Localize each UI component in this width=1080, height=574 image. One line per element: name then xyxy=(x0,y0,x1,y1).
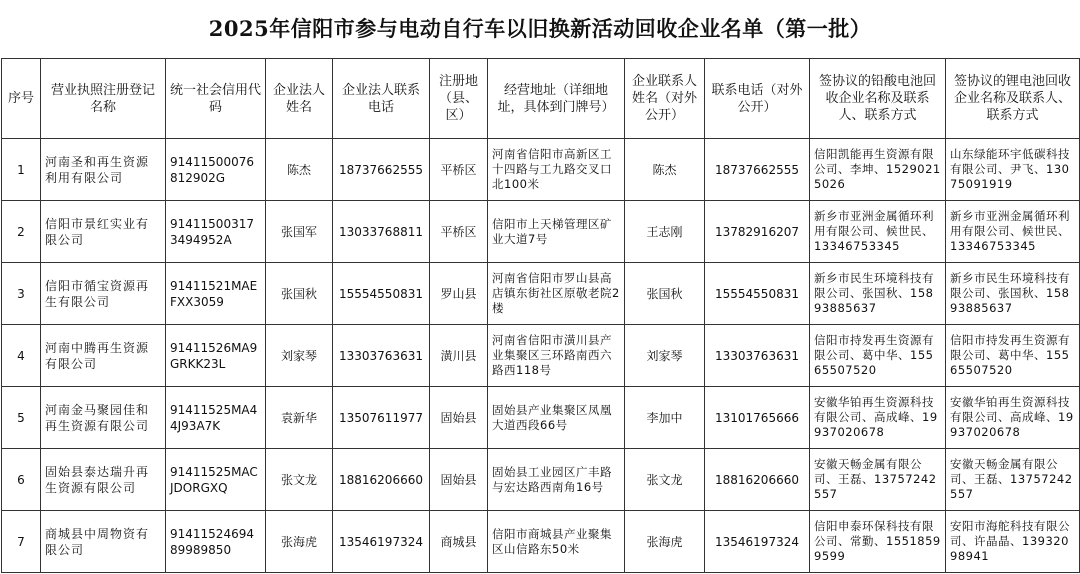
cell-legal: 张国军 xyxy=(266,201,333,263)
cell-legal: 袁新华 xyxy=(266,387,333,449)
cell-district: 潢川县 xyxy=(430,325,488,387)
cell-address: 固始县工业园区广丰路与宏达路西南角16号 xyxy=(488,449,625,511)
cell-contact-phone: 13546197324 xyxy=(705,511,810,573)
cell-no: 7 xyxy=(2,511,41,573)
company-table xyxy=(1,58,1080,573)
cell-address: 信阳市商城县产业聚集区山信路东50米 xyxy=(488,511,625,573)
cell-lithium: 新乡市民生环境科技有限公司、张国秋、15893885637 xyxy=(946,263,1080,325)
cell-contact-phone: 13782916207 xyxy=(705,201,810,263)
cell-code: 914115003173494952A xyxy=(166,201,266,263)
cell-code: 91411500076812902G xyxy=(166,139,266,201)
cell-legal-phone: 18816206660 xyxy=(333,449,430,511)
cell-no: 2 xyxy=(2,201,41,263)
cell-lithium: 山东绿能环宇低碳科技有限公司、尹飞、13075091919 xyxy=(946,139,1080,201)
cell-code: 91411525MACJDORGXQ xyxy=(166,449,266,511)
cell-name: 河南中腾再生资源有限公司 xyxy=(41,325,166,387)
cell-lithium: 新乡市亚洲金属循环利用有限公司、候世民、13346753345 xyxy=(946,201,1080,263)
cell-contact-phone: 13101765666 xyxy=(705,387,810,449)
cell-contact: 张文龙 xyxy=(625,449,705,511)
cell-legal: 张国秋 xyxy=(266,263,333,325)
cell-contact: 陈杰 xyxy=(625,139,705,201)
cell-district: 商城县 xyxy=(430,511,488,573)
cell-contact: 张国秋 xyxy=(625,263,705,325)
cell-no: 1 xyxy=(2,139,41,201)
cell-lithium: 安阳市海舵科技有限公司、许晶晶、13932098941 xyxy=(946,511,1080,573)
cell-contact-phone: 15554550831 xyxy=(705,263,810,325)
cell-name: 商城县中周物资有限公司 xyxy=(41,511,166,573)
cell-name: 河南金马聚园佳和再生资源有限公司 xyxy=(41,387,166,449)
cell-district: 固始县 xyxy=(430,387,488,449)
header-legal: 企业法人姓名 xyxy=(266,59,333,139)
cell-district: 罗山县 xyxy=(430,263,488,325)
cell-code: 91411521MAEFXX3059 xyxy=(166,263,266,325)
table-header-row xyxy=(2,59,1080,139)
header-no: 序号 xyxy=(2,59,41,139)
cell-lead-acid: 信阳凯能再生资源有限公司、李坤、15290215026 xyxy=(810,139,946,201)
cell-lithium: 安徽华铂再生资源科技有限公司、高成峰、19937020678 xyxy=(946,387,1080,449)
cell-address: 河南省信阳市罗山县高店镇东街社区原敬老院2楼 xyxy=(488,263,625,325)
header-code: 统一社会信用代码 xyxy=(166,59,266,139)
header-lithium: 签协议的锂电池回收企业名称及联系人、联系方式 xyxy=(946,59,1080,139)
cell-name: 信阳市景红实业有限公司 xyxy=(41,201,166,263)
cell-legal-phone: 13507611977 xyxy=(333,387,430,449)
cell-no: 5 xyxy=(2,387,41,449)
header-district: 注册地（县、区） xyxy=(430,59,488,139)
cell-address: 河南省信阳市潢川县产业集聚区三环路南西六路西118号 xyxy=(488,325,625,387)
cell-no: 3 xyxy=(2,263,41,325)
cell-code: 91411526MA9GRKK23L xyxy=(166,325,266,387)
cell-lead-acid: 信阳申泰环保科技有限公司、常勤、15518599599 xyxy=(810,511,946,573)
cell-contact-phone: 13303763631 xyxy=(705,325,810,387)
cell-contact: 王志刚 xyxy=(625,201,705,263)
header-contact: 企业联系人姓名（对外公开） xyxy=(625,59,705,139)
page-title: 2025年信阳市参与电动自行车以旧换新活动回收企业名单（第一批） xyxy=(208,16,872,41)
cell-legal: 张文龙 xyxy=(266,449,333,511)
cell-no: 4 xyxy=(2,325,41,387)
cell-legal-phone: 18737662555 xyxy=(333,139,430,201)
cell-district: 固始县 xyxy=(430,449,488,511)
cell-no: 6 xyxy=(2,449,41,511)
header-contact-phone: 联系电话（对外公开） xyxy=(705,59,810,139)
cell-legal-phone: 15554550831 xyxy=(333,263,430,325)
table-row xyxy=(2,263,1080,325)
cell-legal-phone: 13033768811 xyxy=(333,201,430,263)
cell-contact: 李加中 xyxy=(625,387,705,449)
cell-code: 91411525MA44J93A7K xyxy=(166,387,266,449)
cell-legal: 陈杰 xyxy=(266,139,333,201)
cell-lead-acid: 安徽华铂再生资源科技有限公司、高成峰、19937020678 xyxy=(810,387,946,449)
table-row xyxy=(2,201,1080,263)
cell-name: 信阳市循宝资源再生有限公司 xyxy=(41,263,166,325)
table-row xyxy=(2,325,1080,387)
cell-district: 平桥区 xyxy=(430,201,488,263)
cell-lithium: 安徽天畅金属有限公司、王磊、13757242557 xyxy=(946,449,1080,511)
cell-legal: 张海虎 xyxy=(266,511,333,573)
cell-address: 河南省信阳市高新区工十四路与工九路交叉口北100米 xyxy=(488,139,625,201)
cell-code: 9141152469489989850 xyxy=(166,511,266,573)
header-legal-phone: 企业法人联系电话 xyxy=(333,59,430,139)
cell-address: 固始县产业集聚区凤凰大道西段66号 xyxy=(488,387,625,449)
cell-legal-phone: 13546197324 xyxy=(333,511,430,573)
cell-lead-acid: 安徽天畅金属有限公司、王磊、13757242557 xyxy=(810,449,946,511)
cell-name: 固始县泰达瑞升再生资源有限公司 xyxy=(41,449,166,511)
cell-contact: 张海虎 xyxy=(625,511,705,573)
table-row xyxy=(2,449,1080,511)
header-name: 营业执照注册登记名称 xyxy=(41,59,166,139)
cell-lead-acid: 新乡市民生环境科技有限公司、张国秋、15893885637 xyxy=(810,263,946,325)
cell-address: 信阳市上天梯管理区矿业大道7号 xyxy=(488,201,625,263)
header-address: 经营地址（详细地址，具体到门牌号） xyxy=(488,59,625,139)
cell-lithium: 信阳市持发再生资源有限公司、葛中华、15565507520 xyxy=(946,325,1080,387)
cell-lead-acid: 新乡市亚洲金属循环利用有限公司、候世民、13346753345 xyxy=(810,201,946,263)
cell-legal-phone: 13303763631 xyxy=(333,325,430,387)
cell-contact-phone: 18737662555 xyxy=(705,139,810,201)
cell-district: 平桥区 xyxy=(430,139,488,201)
table-row xyxy=(2,511,1080,573)
cell-lead-acid: 信阳市持发再生资源有限公司、葛中华、15565507520 xyxy=(810,325,946,387)
table-row xyxy=(2,387,1080,449)
cell-name: 河南圣和再生资源利用有限公司 xyxy=(41,139,166,201)
table-row xyxy=(2,139,1080,201)
cell-contact: 刘家琴 xyxy=(625,325,705,387)
cell-contact-phone: 18816206660 xyxy=(705,449,810,511)
header-lead-acid: 签协议的铅酸电池回收企业名称及联系人、联系方式 xyxy=(810,59,946,139)
cell-legal: 刘家琴 xyxy=(266,325,333,387)
